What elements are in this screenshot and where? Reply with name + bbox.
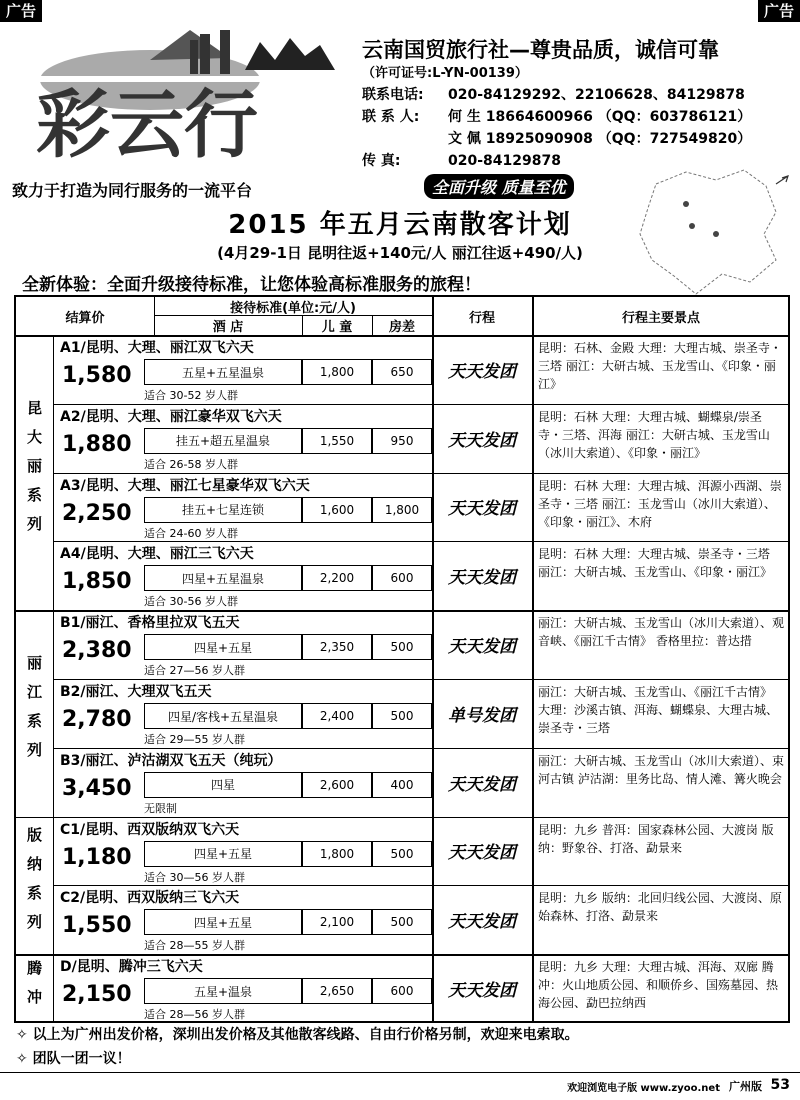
route-sights: 丽江：大研古城、玉龙雪山（冰川大索道）、束河古镇 泸沽湖：里务比岛、情人滩、篝火晚会 xyxy=(538,753,785,786)
route-name: D/昆明、腾冲三飞六天 xyxy=(60,959,203,976)
page-title: 2015 年五月云南散客计划 xyxy=(228,210,572,240)
route-row xyxy=(54,954,432,1023)
route-row xyxy=(54,335,432,404)
route-age: 适合 26-58 岁人群 xyxy=(144,457,238,471)
quality-badge: 全面升级 质量至优 xyxy=(424,174,574,199)
experience-text: 全新体验：全面升级接待标准，让您体验高标准服务的旅程！ xyxy=(22,275,481,295)
bottom-bar xyxy=(0,1072,800,1100)
route-hotel: 挂五+超五星温泉 xyxy=(144,428,302,454)
route-child: 1,800 xyxy=(302,841,372,867)
fax-label: 传 真: xyxy=(362,153,401,169)
ad-tag: 广告 xyxy=(0,0,42,22)
series-label: 丽江系列 xyxy=(16,610,54,816)
header-standard: 接待标准(单位:元/人) xyxy=(230,300,356,316)
route-child: 2,100 xyxy=(302,909,372,935)
route-room: 600 xyxy=(372,565,432,591)
header-sights: 行程主要景点 xyxy=(621,310,700,326)
route-price: 2,380 xyxy=(62,638,132,664)
header-schedule: 行程 xyxy=(468,310,495,326)
route-age: 适合 28—56 岁人群 xyxy=(144,1008,245,1022)
route-sights: 昆明：石林、金殿 大理：大理古城、崇圣寺・三塔 丽江：大研古城、玉龙雪山、《印象・丽江》 xyxy=(538,341,782,391)
route-room: 600 xyxy=(372,978,432,1004)
page-subtitle: (4月29-1日 昆明往返+140元/人 丽江往返+490/人) xyxy=(217,244,583,262)
contact-1: 何 生 18664600966 （QQ：603786121） xyxy=(448,109,752,125)
ad-tag: 广告 xyxy=(758,0,800,22)
company-name: 云南国贸旅行社—尊贵品质，诚信可靠 xyxy=(362,38,719,62)
route-sights: 昆明：九乡 普洱：国家森林公园、大渡岗 版纳：野象谷、打洛、勐景来 xyxy=(538,822,774,855)
fax-number: 020-84129878 xyxy=(448,153,561,169)
header-child: 儿 童 xyxy=(321,319,353,335)
route-child: 2,350 xyxy=(302,634,372,660)
contact-2: 文 佩 18925090908 （QQ：727549820） xyxy=(448,131,752,147)
route-sights: 昆明：九乡 版纳：北回归线公园、大渡岗、原始森林、打洛、勐景来 xyxy=(538,891,782,924)
route-room: 950 xyxy=(372,428,432,454)
route-schedule: 天天发团 xyxy=(448,430,516,451)
route-hotel: 四星+五星 xyxy=(144,841,302,867)
route-row xyxy=(54,473,432,542)
route-sights: 昆明：石林 大理：大理古城、洱源小西湖、崇圣寺・三塔 丽江：玉龙雪山（冰川大索道）、《印象・丽江》、木府 xyxy=(538,478,782,529)
route-row xyxy=(54,541,432,610)
route-row xyxy=(54,885,432,954)
route-hotel: 四星 xyxy=(144,772,302,798)
route-child: 2,200 xyxy=(302,565,372,591)
route-price: 2,780 xyxy=(62,707,132,732)
route-schedule: 天天发团 xyxy=(448,568,516,589)
route-schedule: 天天发团 xyxy=(448,981,516,1002)
route-sights: 丽江：大研古城、玉龙雪山（冰川大索道）、观音峡、《丽江千古情》 香格里拉：普达措 xyxy=(538,616,785,649)
route-age: 适合 30-56 岁人群 xyxy=(144,595,238,609)
route-hotel: 挂五+七星连锁 xyxy=(144,497,302,523)
route-row xyxy=(54,679,432,748)
header-hotel: 酒 店 xyxy=(212,319,244,335)
series-label: 昆大丽系列 xyxy=(16,335,54,610)
route-age: 适合 27—56 岁人群 xyxy=(144,664,245,678)
route-room: 1,800 xyxy=(372,497,432,523)
route-age: 适合 29—55 岁人群 xyxy=(144,733,245,746)
footer-text-1: 以上为广州出发价格，深圳出发价格及其他散客线路、自由行价格另制，欢迎来电索取。 xyxy=(32,1027,579,1043)
route-price: 3,450 xyxy=(62,775,132,801)
route-price: 1,580 xyxy=(62,363,132,388)
route-name: A2/昆明、大理、丽江豪华双飞六天 xyxy=(60,408,282,425)
route-schedule: 天天发团 xyxy=(448,499,516,520)
site-url: 欢迎浏览电子版 www.zyoo.net xyxy=(567,1083,720,1094)
footer-note-2 xyxy=(16,1048,131,1068)
edition: 广州版 xyxy=(729,1080,762,1093)
route-child: 1,600 xyxy=(302,497,372,523)
route-age: 适合 28—55 岁人群 xyxy=(144,939,245,953)
logo-text: 彩云行 xyxy=(36,82,258,168)
route-hotel: 五星+五星温泉 xyxy=(144,359,302,385)
bullet-icon: ✧ xyxy=(16,1027,28,1043)
route-room: 650 xyxy=(372,359,432,385)
route-schedule: 天天发团 xyxy=(448,361,516,382)
route-child: 1,800 xyxy=(302,359,372,385)
route-child: 1,550 xyxy=(302,428,372,454)
phone-label: 联系电话: xyxy=(362,87,424,103)
route-schedule: 天天发团 xyxy=(448,843,516,864)
route-price: 1,880 xyxy=(62,431,132,457)
route-age: 适合 30—56 岁人群 xyxy=(144,870,245,884)
phone-number: 020-84129292、22106628、84129878 xyxy=(448,87,745,103)
route-row xyxy=(54,748,432,817)
route-price: 1,850 xyxy=(62,569,132,595)
route-sights: 昆明：九乡 大理：大理古城、洱海、双廊 腾冲：火山地质公园、和顺侨乡、国殇墓园、热海公园、勐巴拉纳西 xyxy=(538,960,779,1011)
route-room: 500 xyxy=(372,703,432,729)
route-hotel: 五星+温泉 xyxy=(144,978,302,1004)
slogan: 致力于打造为同行服务的一流平台 xyxy=(12,181,253,200)
footer-text-2: 团队一团一议！ xyxy=(32,1051,131,1067)
route-price: 2,150 xyxy=(62,982,132,1008)
route-price: 2,250 xyxy=(62,500,132,526)
route-price: 1,550 xyxy=(62,913,132,939)
route-name: B1/丽江、香格里拉双飞五天 xyxy=(60,615,240,632)
route-room: 500 xyxy=(372,841,432,867)
route-row xyxy=(54,404,432,473)
route-schedule: 单号发团 xyxy=(448,705,516,726)
route-hotel: 四星+五星 xyxy=(144,634,302,660)
route-name: A3/昆明、大理、丽江七星豪华双飞六天 xyxy=(60,477,310,494)
tour-table xyxy=(14,295,790,1023)
route-age: 适合 30-52 岁人群 xyxy=(144,389,238,402)
route-child: 2,600 xyxy=(302,772,372,798)
route-name: B3/丽江、泸沽湖双飞五天（纯玩） xyxy=(60,752,282,769)
route-name: A4/昆明、大理、丽江三飞六天 xyxy=(60,546,254,563)
series-label: 腾冲 xyxy=(16,954,54,1023)
route-name: B2/丽江、大理双飞五天 xyxy=(60,684,212,700)
contact-label: 联 系 人: xyxy=(362,109,420,125)
series-label: 版纳系列 xyxy=(16,817,54,955)
page-number: 53 xyxy=(770,1077,790,1093)
route-sights: 丽江：大研古城、玉龙雪山、《丽江千古情》 大理：沙溪古镇、洱海、蝴蝶泉、大理古城、崇圣寺・三塔 xyxy=(538,685,779,735)
route-hotel: 四星+五星温泉 xyxy=(144,565,302,591)
route-child: 2,400 xyxy=(302,703,372,729)
route-sights: 昆明：石林 大理：大理古城、蝴蝶泉/崇圣寺・三塔、洱海 丽江：大研古城、玉龙雪山（冰川大索道）、《印象・丽江》 xyxy=(538,409,770,460)
route-schedule: 天天发团 xyxy=(448,912,516,933)
route-schedule: 天天发团 xyxy=(448,637,516,658)
route-sights: 昆明：石林 大理：大理古城、崇圣寺・三塔 丽江：大研古城、玉龙雪山、《印象・丽江》 xyxy=(538,547,773,580)
route-hotel: 四星+五星 xyxy=(144,909,302,935)
route-room: 400 xyxy=(372,772,432,798)
footer-note-1 xyxy=(16,1024,579,1044)
route-hotel: 四星/客栈+五星温泉 xyxy=(144,703,302,729)
route-row xyxy=(54,610,432,679)
header-price: 结算价 xyxy=(65,310,105,326)
route-schedule: 天天发团 xyxy=(448,774,516,795)
route-row xyxy=(54,817,432,886)
route-age: 适合 24-60 岁人群 xyxy=(144,526,238,540)
route-child: 2,650 xyxy=(302,978,372,1004)
route-price: 1,180 xyxy=(62,844,132,870)
header-room: 房差 xyxy=(388,319,415,335)
route-name: C1/昆明、西双版纳双飞六天 xyxy=(60,821,240,838)
route-name: A1/昆明、大理、丽江双飞六天 xyxy=(60,340,254,356)
route-name: C2/昆明、西双版纳三飞六天 xyxy=(60,890,240,907)
license-number: （许可证号:L-YN-00139） xyxy=(362,66,528,81)
route-room: 500 xyxy=(372,909,432,935)
bullet-icon: ✧ xyxy=(16,1051,28,1067)
company-info xyxy=(362,36,792,172)
route-age: 无限制 xyxy=(144,801,177,815)
route-room: 500 xyxy=(372,634,432,660)
logo xyxy=(30,30,350,170)
